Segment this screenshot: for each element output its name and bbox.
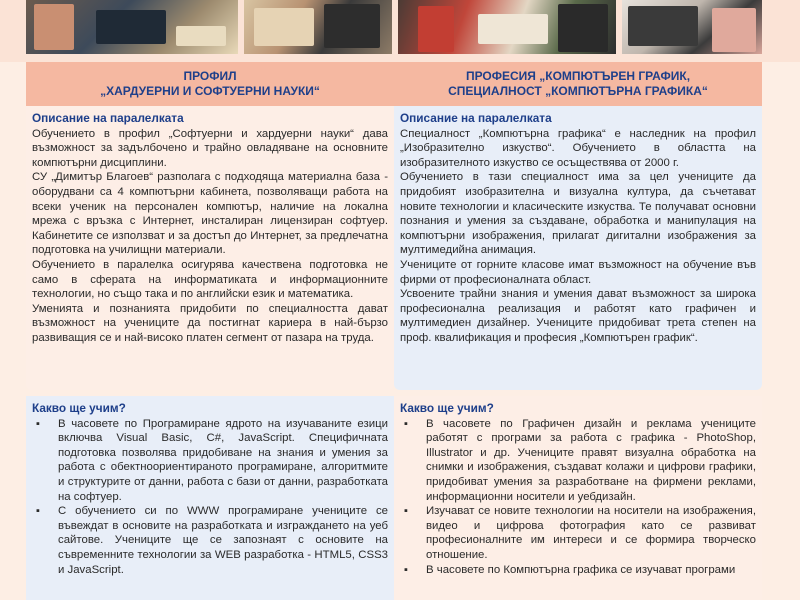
- paragraph: Уменията и познанията придобити по специалността дават възможност на учениците да постигнат кариера в най-бързо развиващия се и най-високо платен сегмент от пазара на труда.: [32, 302, 388, 344]
- curriculum-list: [32, 417, 388, 578]
- list-item: [404, 504, 756, 562]
- profession-curriculum: [394, 396, 762, 600]
- bullet-icon: ▪: [404, 563, 408, 576]
- paragraph: Усвоените трайни знания и умения дават възможност за широка професионална реализация и работят като графичен и мултимедиен дизайнер. Учениците придобиват трета степен на проф. квалификация и професия „Компютърен график“.: [400, 288, 756, 344]
- bullet-icon: ▪: [404, 417, 408, 430]
- paragraph: Обучението в паралелка осигурява качествена подготовка не само в сферата на информатиката и информационните технологии, но също така и по английски език и математика.: [32, 258, 388, 301]
- bullet-icon: ▪: [404, 505, 408, 518]
- paragraph: Обучението в профил „Софтуерни и хардуерни науки“ дава възможност за задълбочено и трайно овладяване на основните компютърни дисциплини.: [32, 127, 388, 169]
- list-item-text: С обучението си по WWW програмиране учениците се въвеждат в основите на разработката и изграждането на уеб сайтове. Учениците ще се запознаят с основите на съвременните технологии за WEB разработка - HTML5, CSS3 и JavaScript.: [58, 505, 388, 576]
- section-title: Описание на паралелката: [32, 111, 184, 125]
- paragraph: Обучението в тази специалност има за цел учениците да придобият изобразителна и визуална култура, да съчетават новите технологии и класическите изкуства. Те получават основни познания и умения за създаване, обработка и манипулация на компютърни изображения, прилагат дигитални изображения за мултимедийна анимация.: [400, 171, 756, 257]
- profile-description: [26, 106, 394, 390]
- photo-students-computers: [244, 0, 392, 54]
- list-item: [404, 563, 756, 578]
- bullet-icon: ▪: [36, 417, 40, 430]
- paragraph: СУ „Димитър Благоев“ разполага с подходяща материална база - оборудвани са 4 компютърни кабинета, позволяващи работа на всеки ученик на персонален компютър, наличие на локална мрежа с връзка с Интернет, инсталиран лицензиран софтуер. Кабинетите се използват и за достъп до Интернет, за предлечатна подготовка на училищни материали.: [32, 171, 388, 257]
- profile-header-line1: ПРОФИЛ: [183, 69, 237, 83]
- profile-header: [26, 62, 394, 106]
- photo-student-design: [622, 0, 762, 54]
- list-item: [36, 504, 388, 577]
- list-item: [404, 417, 756, 505]
- profession-header-line2: СПЕЦИАЛНОСТ „КОМПЮТЪРНА ГРАФИКА“: [448, 84, 708, 98]
- profile-curriculum: [26, 396, 394, 600]
- section-headers: [26, 62, 762, 106]
- list-item-text: В часовете по Програмиране ядрото на изучаваните езици включва Visual Basic, C#, JavaScript. Специфичната подготовка позволява придобиване на знания и умения за работа с обектноориентираното програмиране, алгоритмите и структурите от данни, работа с бази от данни, разработката на софтуер.: [58, 417, 388, 503]
- paragraph: Учениците от горните класове имат възможност на обучение във фирми от професионалната област.: [400, 258, 756, 286]
- bullet-icon: ▪: [36, 505, 40, 518]
- list-item-text: В часовете по Графичен дизайн и реклама учениците работят с програми за работа с графика - PhotoShop, Illustrator и др. Учениците правят визуална обработка на снимки и изображения, създават колажи и цифрови графики, придобиват умения за разработване на фирмени реклами, информационни носители и уебдизайн.: [426, 417, 756, 503]
- section-title: Какво ще учим?: [32, 401, 126, 415]
- photo-strip: [0, 0, 800, 62]
- paragraph: Специалност „Компютърна графика“ е наследник на профил „Изобразително изкуство“. Обучението в областта на изобразителното изкуство се осъществява от 2000 г.: [400, 127, 756, 169]
- profession-description: [394, 106, 762, 390]
- profession-header: [394, 62, 762, 106]
- photo-students-art: [398, 0, 616, 54]
- list-item-text: В часовете по Компютърна графика се изучават програми: [426, 563, 736, 576]
- list-item-text: Изучават се новите технологии на носители на изображения, видео и цифрова фотография като се развиват професионалните им интереси и се формира творческо отношение.: [426, 505, 756, 561]
- curriculum-list: [400, 417, 756, 578]
- section-title: Какво ще учим?: [400, 401, 494, 415]
- profile-header-line2: „ХАРДУЕРНИ И СОФТУЕРНИ НАУКИ“: [100, 84, 320, 98]
- photo-students-lab: [26, 0, 238, 54]
- list-item: [36, 417, 388, 505]
- section-title: Описание на паралелката: [400, 111, 552, 125]
- profession-header-line1: ПРОФЕСИЯ „КОМПЮТЪРЕН ГРАФИК,: [465, 69, 691, 83]
